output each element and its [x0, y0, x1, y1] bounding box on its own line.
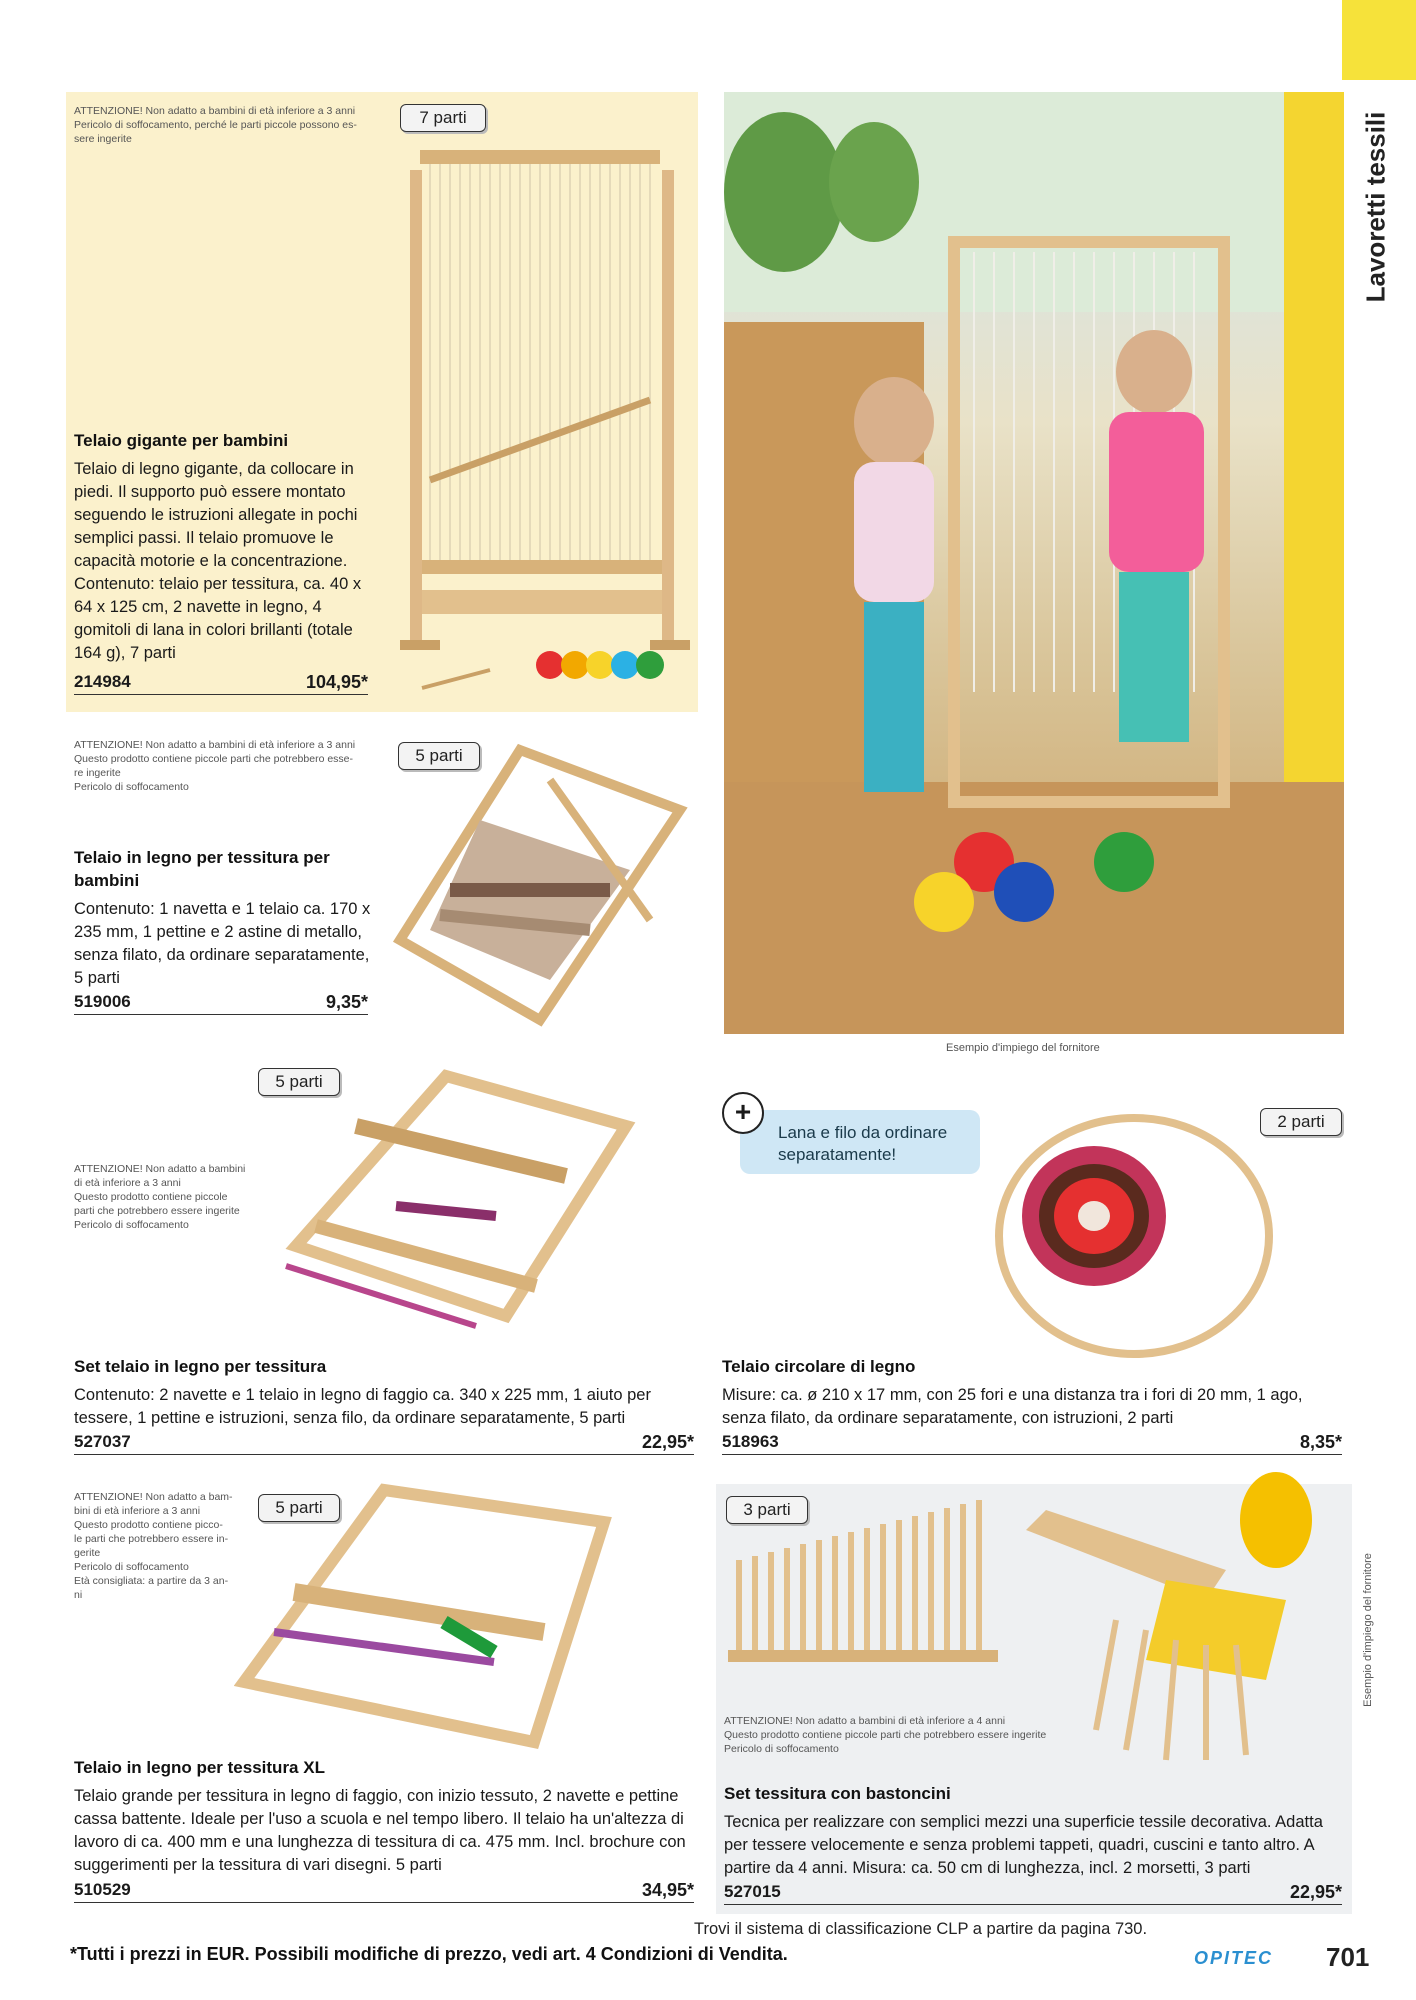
price: 22,95*: [641, 1432, 694, 1452]
price-row: [724, 1882, 1342, 1905]
parts-badge: 3 parti: [726, 1496, 808, 1524]
wooden-loom-set-image: [276, 1066, 636, 1346]
photo-caption: Esempio d'impiego del fornitore: [946, 1042, 1100, 1054]
product-description: Contenuto: 1 navetta e 1 telaio ca. 170 x 235 mm, 1 pettine e 2 astine di metallo, senza filato, da ordinare separatamente, 5 parti: [74, 900, 371, 987]
product-title: Telaio in legno per tessitura XL: [74, 1758, 325, 1777]
page-number: 701: [1326, 1942, 1370, 1972]
parts-badge: 5 parti: [258, 1494, 340, 1522]
parts-badge: 5 parti: [398, 742, 480, 770]
warning-text: ATTENZIONE! Non adatto a bambini di età inferiore a 3 anni Pericolo di soffocamento, perché le parti piccole possono es- sere ingerite: [74, 105, 357, 145]
price-row: [722, 1432, 1342, 1455]
warning-text: ATTENZIONE! Non adatto a bambini di età inferiore a 3 anni Questo prodotto contiene piccole parti che potrebbero esse- re ingerite Pericolo di soffocamento: [74, 739, 356, 793]
product-description: Misure: ca. ø 210 x 17 mm, con 25 fori e una distanza tra i fori di 20 mm, 1 ago, senza filato, da ordinare separatamente, con istruzioni, 2 parti: [722, 1386, 1303, 1427]
product-description: Telaio grande per tessitura in legno di faggio, con inizio tessuto, 2 navette e pettine cassa battente. Ideale per l'uso a scuola e nel tempo libero. Il telaio ha un'altezza di lavoro di ca. 400 mm e una lunghezza di tessitura di ca. 475 mm. Incl. brochure con suggerimenti per la tessitura di vari disegni. 5 parti: [74, 1787, 686, 1874]
plus-icon: +: [722, 1092, 764, 1134]
section-tab: [1342, 0, 1416, 80]
price: 104,95*: [305, 672, 368, 692]
warning-text: ATTENZIONE! Non adatto a bambini di età inferiore a 4 anni Questo prodotto contiene piccole parti che potrebbero essere ingerite Pericolo di soffocamento: [724, 1715, 1047, 1755]
small-loom-image: [390, 740, 690, 1030]
product-description: Telaio di legno gigante, da collocare in piedi. Il supporto può essere montato seguendo le istruzioni allegate in pochi semplici passi. Il telaio promuove le capacità motorie e la concentrazione. Contenuto: telaio per tessitura, ca. 40 x 64 x 125 cm, 2 navette in legno, 4 gomitoli di lana in colori brillanti (totale 164 g), 7 parti: [74, 460, 362, 662]
parts-badge: 7 parti: [400, 104, 486, 132]
price-row: [74, 672, 368, 695]
price-row: [74, 992, 368, 1015]
product-title: Set telaio in legno per tessitura: [74, 1357, 327, 1376]
circular-loom-image: [994, 1106, 1284, 1366]
usage-photo: [724, 92, 1344, 1034]
parts-badge: 5 parti: [258, 1068, 340, 1096]
price: 8,35*: [1299, 1432, 1342, 1452]
warning-text: ATTENZIONE! Non adatto a bambini di età inferiore a 3 anni Questo prodotto contiene piccole parti che potrebbero essere ingerite Pericolo di soffocamento: [74, 1163, 246, 1231]
section-title: Lavoretti tessili: [1360, 111, 1391, 303]
xl-loom-image: [234, 1482, 614, 1752]
product-title: Telaio circolare di legno: [722, 1357, 916, 1376]
product-description: Contenuto: 2 navette e 1 telaio in legno di faggio ca. 340 x 225 mm, 1 aiuto per tessere, 1 pettine e istruzioni, senza filo, da ordinare separatamente, 5 parti: [74, 1386, 651, 1427]
parts-badge: 2 parti: [1260, 1108, 1342, 1136]
brand-logo: OPITEC: [1194, 1948, 1274, 1968]
article-number: 527015: [724, 1882, 781, 1901]
price: 34,95*: [641, 1880, 694, 1900]
article-number: 518963: [722, 1432, 779, 1451]
article-number: 510529: [74, 1880, 131, 1899]
article-number: 214984: [74, 672, 131, 691]
price-row: [74, 1880, 694, 1903]
product-title: Telaio gigante per bambini: [74, 431, 289, 450]
product-title: Telaio in legno per tessitura per bambini: [74, 848, 330, 890]
warning-text: ATTENZIONE! Non adatto a bam- bini di età inferiore a 3 anni Questo prodotto contiene picco- le parti che potrebbero essere in- gerite Pericolo di soffocamento Età consigliata: a partire da 3 an- ni: [74, 1491, 233, 1601]
article-number: 519006: [74, 992, 131, 1011]
price-row: [74, 1432, 694, 1455]
price: 9,35*: [325, 992, 368, 1012]
clp-note: Trovi il sistema di classificazione CLP a partire da pagina 730.: [694, 1920, 1148, 1938]
side-photo-note: Esempio d'impiego del fornitore: [1362, 1553, 1374, 1707]
product-title: Set tessitura con bastoncini: [724, 1784, 951, 1803]
info-callout: Lana e filo da ordinare separatamente!: [740, 1110, 980, 1174]
giant-loom-image: [400, 140, 690, 700]
price-footnote: *Tutti i prezzi in EUR. Possibili modifiche di prezzo, vedi art. 4 Condizioni di Vendita.: [70, 1944, 788, 1964]
article-number: 527037: [74, 1432, 131, 1451]
price: 22,95*: [1289, 1882, 1342, 1902]
product-description: Tecnica per realizzare con semplici mezzi una superficie tessile decorativa. Adatta per tessere velocemente e senza problemi tappeti, quadri, cuscini e tanto altro. A partire da 4 anni. Misura: ca. 50 cm di lunghezza, incl. 2 morsetti, 3 parti: [724, 1813, 1323, 1877]
